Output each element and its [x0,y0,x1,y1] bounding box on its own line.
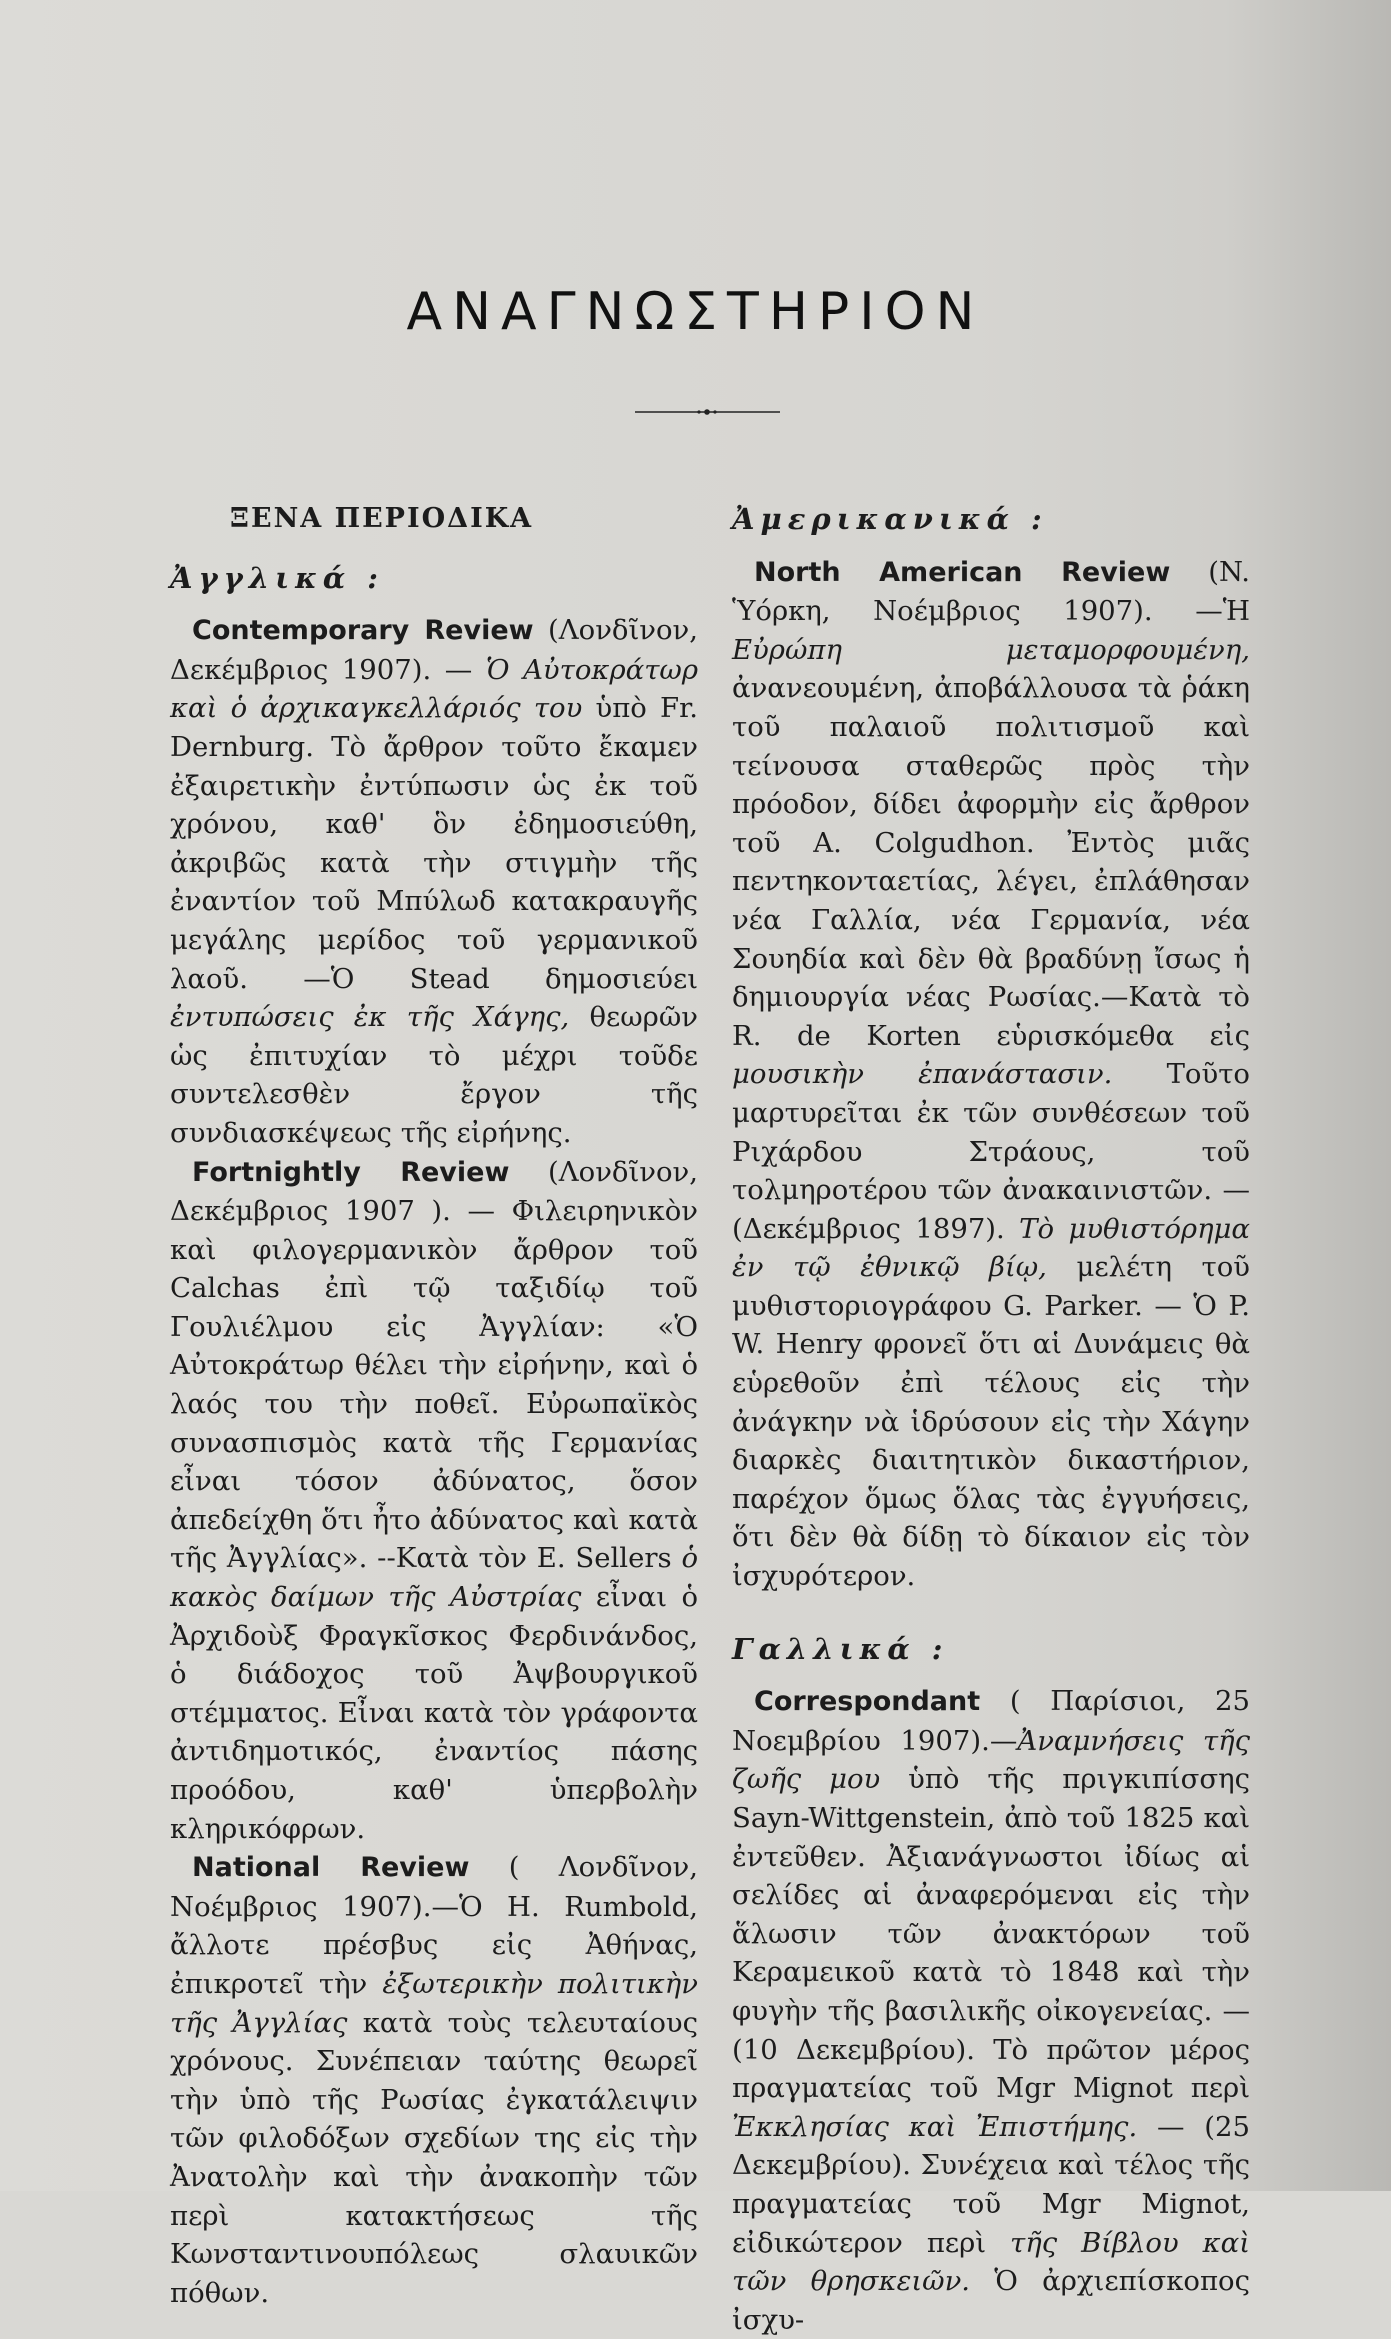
subheading-english: Ἀγγλικά : [170,560,385,595]
magazine-name: Contemporary Review [192,615,534,647]
entry-national-review: National Review ( Λονδῖνον, Νοέμβριος 1907).—Ὁ H. Rumbold, ἄλλοτε πρέσβυς εἰς Ἀθήνας, ἐπικροτεῖ τὴν ἐξωτερικὴν πολιτικὴν τῆς Ἀγγλίας κατὰ τοὺς τελευταίους χρόνους. Συνέπειαν ταύτης θεωρεῖ τὴν ὑπὸ τῆς Ρωσίας ἐγκατάλειψιν τῶν φιλοδόξων σχεδίων της εἰς τὴν Ἀνατολὴν καὶ τὴν ἀνακοπὴν τῶν περὶ κατακτήσεως τῆς Κωνσταντινουπόλεως σλαυικῶν πόθων. [170,1851,698,2309]
magazine-name: Fortnightly Review [192,1156,510,1188]
entry-contemporary-review: Contemporary Review (Λονδῖνον, Δεκέμβριος 1907). — Ὁ Αὐτοκράτωρ καὶ ὁ ἀρχικαγκελλάριός του ὑπὸ Fr. Dernburg. Τὸ ἄρθρον τοῦτο ἔκαμεν ἐξαιρετικὴν ἐντύπωσιν ὡς ἐκ τοῦ χρόνου, καθ' ὃν ἐδημοσιεύθη, ἀκριβῶς κατὰ τὴν στιγμὴν τῆς ἐναντίον τοῦ Μπύλωδ κατακραυγῆς μεγάλης μερίδος τοῦ γερμανικοῦ λαοῦ. —Ὁ Stead δημοσιεύει ἐντυπώσεις ἐκ τῆς Χάγης, θεωρῶν ὡς ἐπιτυχίαν τὸ μέχρι τοῦδε συντελεσθὲν ἔργον τῆς συνδιασκέψεως τῆς εἰρήνης. [170,614,698,1149]
magazine-name: National Review [192,1852,470,1884]
magazine-name: Correspondant [754,1686,981,1718]
magazine-name: North American Review [754,556,1171,588]
page-title: ΑΝΑΓΝΩΣΤΗΡΙΟΝ [406,282,985,342]
entry-north-american-review: North American Review (N. Ὑόρκη, Νοέμβριος 1907). —Ἡ Εὐρώπη μεταμορφουμένη, ἀνανεουμένη, ἀποβάλλουσα τὰ ῥάκη τοῦ παλαιοῦ πολιτισμοῦ καὶ τείνουσα σταθερῶς πρὸς τὴν πρόοδον, δίδει ἀφορμὴν εἰς ἄρθρον τοῦ A. Colgudhon. Ἐντὸς μιᾶς πεντηκονταετίας, λέγει, ἐπλάθησαν νέα Γαλλία, νέα Γερμανία, νέα Σουηδία καὶ δὲν θὰ βραδύνῃ ἴσως ἡ δημιουργία νέας Ρωσίας.—Κατὰ τὸ R. de Korten εὑρισκόμεθα εἰς μουσικὴν ἐπανάστασιν. Τοῦτο μαρτυρεῖται ἐκ τῶν συνθέσεων τοῦ Ριχάρδου Στράους, τοῦ τολμηροτέρου τῶν ἀνακαινιστῶν. — (Δεκέμβριος 1897). Τὸ μυθιστόρημα ἐν τῷ ἐθνικῷ βίῳ, μελέτη τοῦ μυθιστοριογράφου G. Parker. — Ὁ P. W. Henry φρονεῖ ὅτι αἱ Δυνάμεις θὰ εὑρεθοῦν ἐπὶ τέλους εἰς τὴν ἀνάγκην νὰ ἱδρύσουν εἰς τὴν Χάγην διαρκὲς διαιτητικὸν δικαστήριον, παρέχον ὅμως ὅλας τὰς ἐγγυήσεις, ὅτι δὲν θὰ δίδῃ τὸ δίκαιον εἰς τὸν ἰσχυρότερον. [732,555,1251,1593]
subheading-french: Γαλλικά : [732,1631,949,1666]
left-column [170,500,698,2312]
ornament-divider [635,406,780,418]
section-heading: ΞΕΝΑ ΠΕΡΙΟΔΙΚΑ [230,503,534,534]
subheading-american: Ἀμερικανικά : [732,502,1048,536]
right-column [732,500,1250,2339]
entry-fortnightly-review: Fortnightly Review (Λονδῖνον, Δεκέμβριος 1907 ). — Φιλειρηνικὸν καὶ φιλογερμανικὸν ἄρθρον τοῦ Calchas ἐπὶ τῷ ταξιδίῳ τοῦ Γουλιέλμου εἰς Ἀγγλίαν: «Ὁ Αὐτοκράτωρ θέλει τὴν εἰρήνην, καὶ ὁ λαός του τὴν ποθεῖ. Εὐρωπαϊκὸς συνασπισμὸς κατὰ τῆς Γερμανίας εἶναι τόσον ἀδύνατος, ὅσον ἀπεδείχθη ὅτι ἦτο ἀδύνατος καὶ κατὰ τῆς Ἀγγλίας». --Κατὰ τὸν E. Sellers ὁ κακὸς δαίμων τῆς Αὐστρίας εἶναι ὁ Ἀρχιδοὺξ Φραγκῖσκος Φερδινάνδος, ὁ διάδοχος τοῦ Ἀψβουργικοῦ στέμματος. Εἶναι κατὰ τὸν γράφοντα ἀντιδημοτικός, ἐναντίος πάσης προόδου, καθ' ὑπερβολὴν κληρικόφρων. [170,1155,699,1845]
entry-correspondant: Correspondant ( Παρίσιοι, 25 Νοεμβρίου 1907).—Ἀναμνήσεις τῆς ζωῆς μου ὑπὸ τῆς πριγκιπίσσης Sayn-Wittgenstein, ἀπὸ τοῦ 1825 καὶ ἐντεῦθεν. Ἀξιανάγνωστοι ἰδίως αἱ σελίδες αἱ ἀναφερόμεναι εἰς τὴν ἅλωσιν τῶν ἀνακτόρων τοῦ Κεραμεικοῦ κατὰ τὸ 1848 καὶ τὴν φυγὴν τῆς βασιλικῆς οἰκογενείας. — (10 Δεκεμβρίου). Τὸ πρῶτον μέρος πραγματείας τοῦ Mgr Mignot περὶ Ἐκκλησίας καὶ Ἐπιστήμης. — (25 Δεκεμβρίου). Συνέχεια καὶ τέλος τῆς πραγματείας τοῦ Mgr Mignot, εἰδικώτερον περὶ τῆς Βίβλου καὶ τῶν θρησκειῶν. Ὁ ἀρχιεπίσκοπος ἰσχυ- [732,1685,1251,2336]
